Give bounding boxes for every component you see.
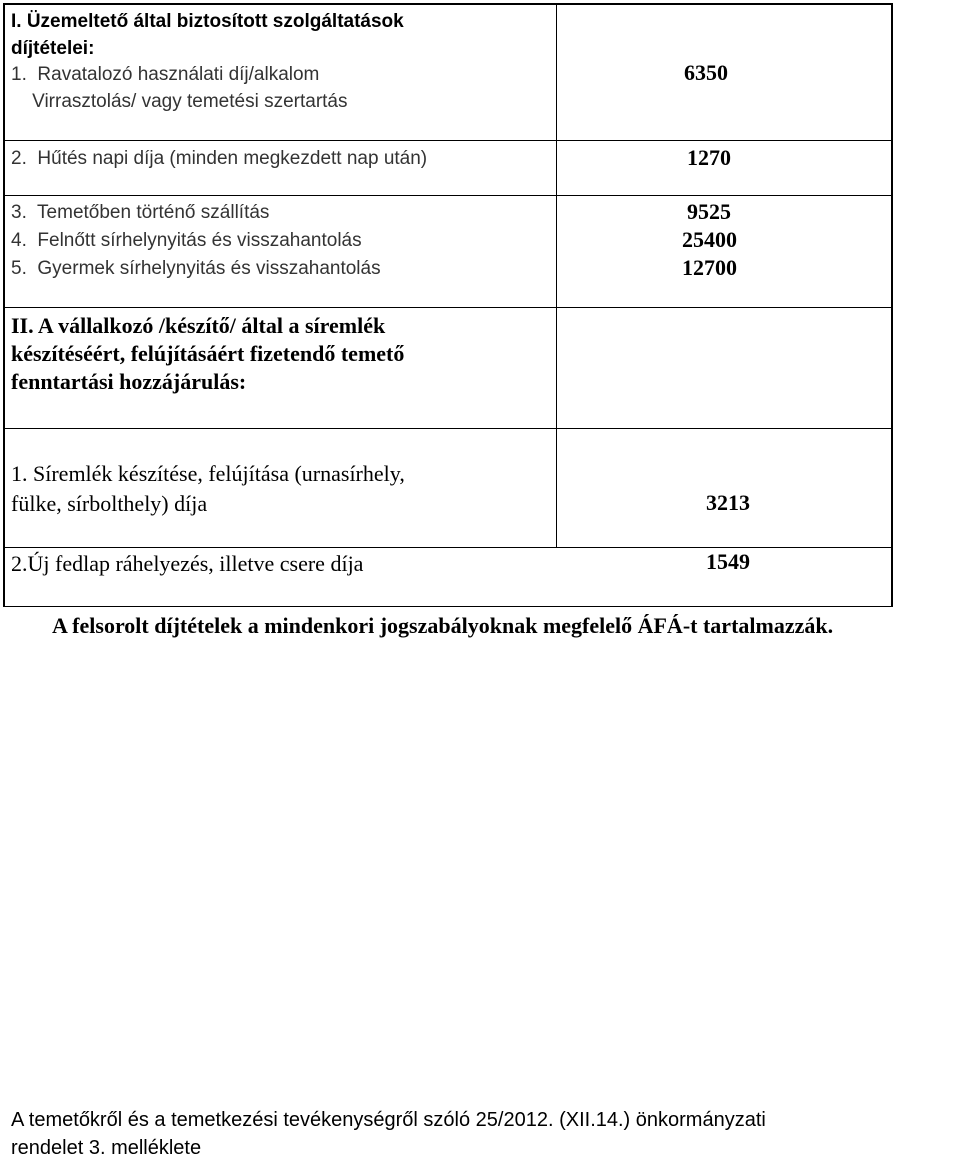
row-divider <box>3 547 893 548</box>
vat-note: A felsorolt díjtételek a mindenkori jogszabályoknak megfelelő ÁFÁ-t tartalmazzák. <box>52 613 834 638</box>
fee-item-label: 5. Gyermek sírhelynyitás és visszahantolás <box>11 258 381 279</box>
section2-title-line: készítéséért, felújításáért fizetendő temető <box>11 341 405 366</box>
fee-item-value: 3213 <box>706 490 750 515</box>
section2-title <box>11 312 404 396</box>
fee-item-value: 25400 <box>682 227 737 252</box>
fee-item-label <box>11 61 348 115</box>
fee-item-label: 2.Új fedlap ráhelyezés, illetve csere díja <box>11 551 364 576</box>
row-divider <box>3 428 893 429</box>
fee-item-value: 12700 <box>682 255 737 280</box>
row-divider <box>3 195 893 196</box>
fee-item-label-line: Virrasztolás/ vagy temetési szertartás <box>11 91 348 112</box>
fee-item-label: 2. Hűtés napi díja (minden megkezdett nap után) <box>11 148 428 169</box>
fee-item-label: 3. Temetőben történő szállítás <box>11 202 270 223</box>
section1-title-line: díjtételei: <box>11 38 95 59</box>
section2-title-line: II. A vállalkozó /készítő/ által a síremlék <box>11 313 386 338</box>
fee-item-value: 1270 <box>687 145 731 170</box>
footer-reference <box>11 1106 766 1162</box>
section1-title <box>11 8 404 62</box>
footer-line: rendelet 3. melléklete <box>11 1137 202 1159</box>
fee-item-value: 6350 <box>684 60 728 85</box>
fee-item-value: 1549 <box>706 549 750 574</box>
section2-title-line: fenntartási hozzájárulás: <box>11 369 247 394</box>
row-divider <box>3 140 893 141</box>
fee-item-label-line: 1. Ravatalozó használati díj/alkalom <box>11 64 320 85</box>
fee-item-label <box>11 459 405 519</box>
row-divider <box>3 606 893 607</box>
table-left-border <box>3 3 5 606</box>
fee-item-label-line: 1. Síremlék készítése, felújítása (urnasírhely, <box>11 461 405 486</box>
footer-line: A temetőkről és a temetkezési tevékenységről szóló 25/2012. (XII.14.) önkormányzati <box>11 1109 766 1131</box>
row-divider <box>3 307 893 308</box>
table-right-border <box>891 3 893 606</box>
fee-item-label-line: fülke, sírbolthely) díja <box>11 491 208 516</box>
section1-title-line: I. Üzemeltető által biztosított szolgáltatások <box>11 11 404 32</box>
fee-item-value: 9525 <box>687 199 731 224</box>
column-divider <box>556 3 557 548</box>
fee-item-label: 4. Felnőtt sírhelynyitás és visszahantolás <box>11 230 362 251</box>
row-divider <box>3 3 893 5</box>
